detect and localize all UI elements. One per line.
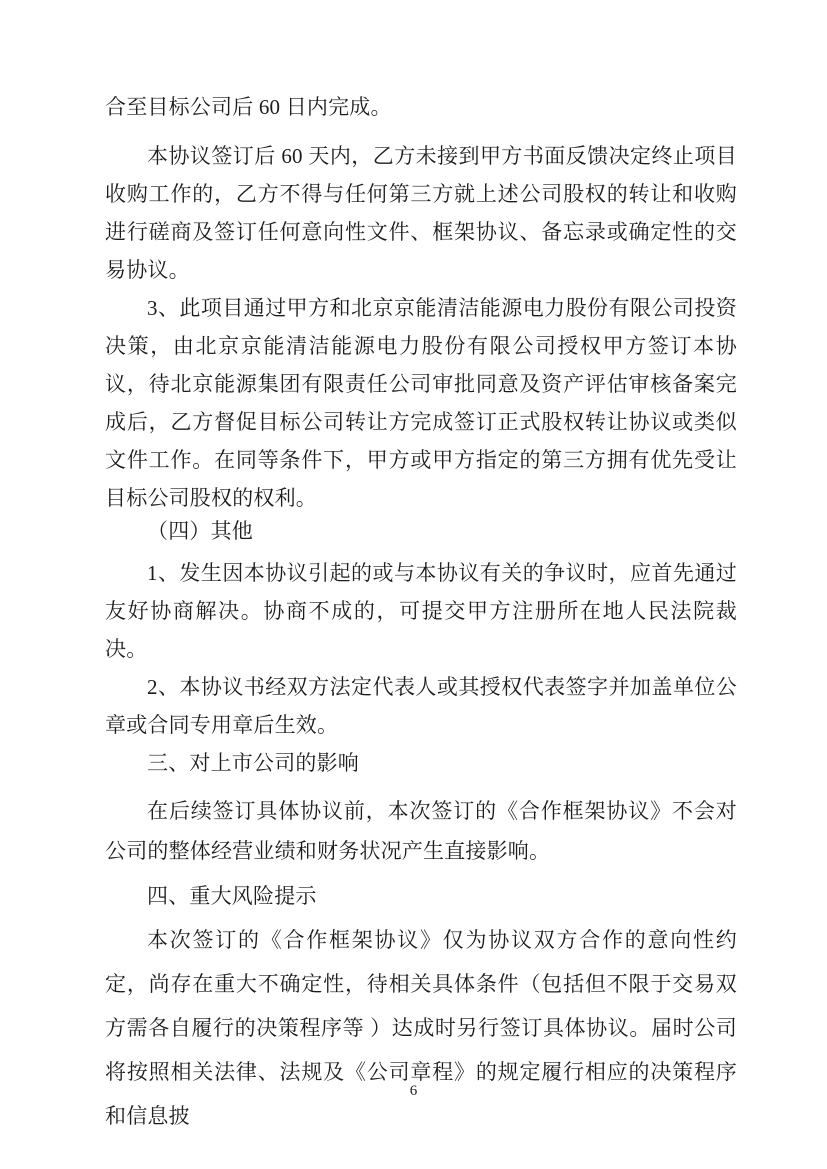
paragraph-risk-notice: 本次签订的《合作框架协议》仅为协议双方合作的意向性约定，尚存在重大不确定性，待相关具体条件（包括但不限于交易双方需各自履行的决策程序等 ）达成时另行签订具体协议。届时公司将按照相关法律、法规及《公司章程》的规定履行相应的决策程序和信息披 [105, 928, 737, 1128]
heading-major-risk-notice: 四、重大风险提示 [147, 884, 317, 908]
heading-section-4-other: （四）其他 [147, 519, 253, 543]
heading-impact-on-listed-company: 三、对上市公司的影响 [147, 751, 359, 775]
paragraph-impact: 在后续签订具体协议前，本次签订的《合作框架协议》不会对公司的整体经营业绩和财务状况产生直接影响。 [105, 799, 737, 863]
page-number: 6 [409, 1083, 418, 1099]
paragraph-continuation: 合至目标公司后 60 日内完成。 [105, 95, 392, 119]
paragraph-effectiveness: 2、本协议书经双方法定代表人或其授权代表签字并加盖单位公章或合同专用章后生效。 [105, 675, 737, 737]
paragraph-dispute-resolution: 1、发生因本协议引起的或与本协议有关的争议时，应首先通过友好协商解决。协商不成的，可提交甲方注册所在地人民法院裁决。 [105, 561, 737, 661]
paragraph-item-3-approval: 3、此项目通过甲方和北京京能清洁能源电力股份有限公司投资决策，由北京京能清洁能源电力股份有限公司授权甲方签订本协议，待北京能源集团有限责任公司审批同意及资产评估审核备案完成后，乙方督促目标公司转让方完成签订正式股权转让协议或类似文件工作。在同等条件下，甲方或甲方指定的第三方拥有优先受让目标公司股权的权利。 [105, 296, 737, 510]
paragraph-exclusivity-clause: 本协议签订后 60 天内，乙方未接到甲方书面反馈决定终止项目收购工作的，乙方不得与任何第三方就上述公司股权的转让和收购进行磋商及签订任何意向性文件、框架协议、备忘录或确定性的交易协议。 [105, 144, 737, 282]
